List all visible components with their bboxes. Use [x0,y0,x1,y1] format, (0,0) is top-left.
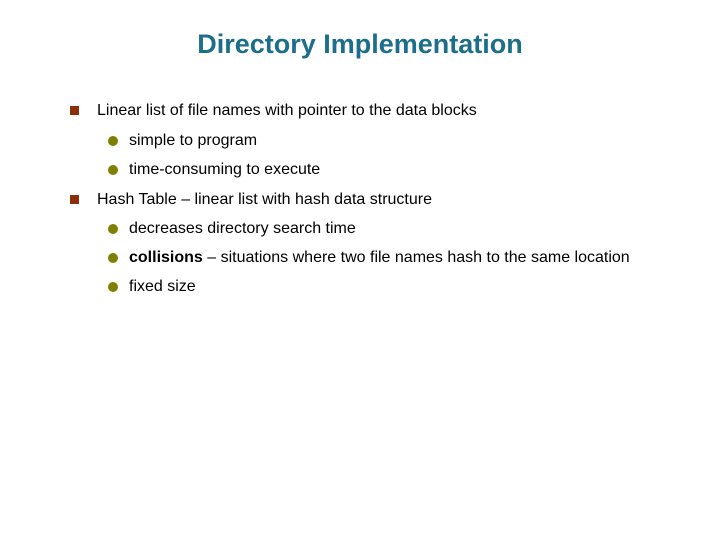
sub-bullet-fixed-size: fixed size [129,278,196,295]
sub-bullet-simple: simple to program [129,132,258,149]
round-bullet-icon [108,136,118,146]
square-bullet-icon [70,195,79,204]
collisions-term: collisions [129,249,203,266]
slide-title: Directory Implementation [197,29,523,59]
sub-bullet-decreases: decreases directory search time [129,220,356,237]
square-bullet-icon [70,106,79,115]
sub-bullet-time-consuming: time-consuming to execute [129,161,321,178]
round-bullet-icon [108,253,118,263]
sub-bullet-collisions [129,248,630,268]
round-bullet-icon [108,224,118,234]
round-bullet-icon [108,282,118,292]
bullet-linear-list: Linear list of file names with pointer to the data blocks [97,102,477,119]
collisions-description: – situations where two file names hash to the same location [202,249,630,266]
round-bullet-icon [108,165,118,175]
bullet-hash-table: Hash Table – linear list with hash data structure [97,191,432,208]
